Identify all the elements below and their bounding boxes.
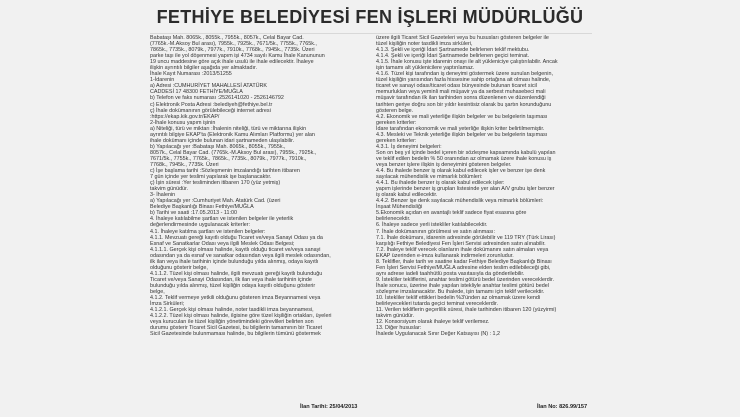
right-column-line: 8. Teklifler, ihale tarih ve saatine kadar Fethiye Belediye Başkanlığı Binası bbox=[376, 258, 552, 265]
right-column-line: 6. İhaleye sadece yerli istekliler katılabilecektir. bbox=[376, 222, 488, 229]
left-column-line: Babataşı Mah. 8065k., 8055k., 7955k., 8057k., Celal Bayar Cad. bbox=[150, 35, 304, 41]
left-column-line: Belediye Başkanlığı Binası Fethiye/MUĞLA bbox=[150, 204, 254, 211]
left-column-line: ilk ilan veya ihale tarihinin içinde bulunduğu yılda alınmış, odaya kayıtlı bbox=[150, 258, 319, 265]
left-column-line: Esnaf ve Sanatkarlar Odası veya ilgili Meslek Odası Belgesi; bbox=[150, 240, 295, 247]
right-column-line: Fen İşleri Servisi Fethiye/MUĞLA adresine elden teslim edilebileceği gibi, bbox=[376, 264, 551, 271]
right-column-line: belirleyecekleri tutarda geçici teminat vereceklerdir. bbox=[376, 301, 498, 308]
left-column-line: İmza Sirküleri; bbox=[150, 301, 185, 308]
left-column-line: değerlendirmesinde uygulanacak kriterler: bbox=[150, 222, 251, 229]
right-column-line: 7.2. İhaleye teklif verecek olanların ihale dokümanını satın almaları veya bbox=[376, 246, 549, 253]
left-column-line: 4.1.2. Teklif vermeye yetkili olduğunu gösteren imza Beyannamesi veya bbox=[150, 295, 321, 302]
right-column-line: ticaret ve sanayi odası/ticaret odası bünyesinde bulunan ticaret sicil bbox=[376, 83, 537, 90]
notice-title: FETHİYE BELEDİYESİ FEN İŞLERİ MÜDÜRLÜĞÜ bbox=[156, 6, 584, 27]
left-column-line: ç) İhale dokümanının görülebileceği internet adresi bbox=[150, 107, 271, 114]
left-column-line: 4.1.1.1. Gerçek kişi olması halinde, kayıtlı olduğu ticaret ve/veya sanayi bbox=[150, 246, 321, 253]
right-column-line: 4.4.2. Benzer işe denk sayılacak mühendislik veya mimarlık bölümleri: bbox=[376, 198, 544, 205]
left-column-line: :https://ekap.kik.gov.tr/EKAP/ bbox=[150, 113, 220, 120]
right-column-line: 13. Diğer hususlar: bbox=[376, 325, 422, 332]
left-column-line: Sicil Gazetesinde bulunmaması halinde, bu bilgilerin tümünü göstermek bbox=[150, 331, 321, 338]
right-column-line: 4.3.1. İş deneyimi belgeleri: bbox=[376, 143, 442, 150]
right-column-line: yapım işlerinde benzer iş grupları listesinde yer alan A/V grubu işler benzer bbox=[376, 186, 555, 193]
right-column-line: sayılacak mühendislik ve mimarlık bölümleri: bbox=[376, 174, 483, 181]
right-column-line: 10. İstekliler teklif ettikleri bedelin %3'ünden az olmamak üzere kendi bbox=[376, 295, 541, 302]
left-column-line: b) Yapılacağı yer :Babataşı Mah. 8065k., 8055k., 7955k., bbox=[150, 143, 286, 150]
left-column-line: odasından ya da esnaf ve sanatkar odasından veya ilgili meslek odasından, bbox=[150, 252, 331, 259]
left-column-line: 4.1. İhaleye katılma şartları ve istenilen belgeler: bbox=[150, 228, 266, 235]
right-column-line: tüzel kişiliğin yarısından fazla hissesine sahip ortağına ait olması halinde, bbox=[376, 77, 551, 84]
right-column-line: 4.1.3. Şekli ve içeriği İdari Şartnamede belirlenen teklif mektubu. bbox=[376, 47, 530, 54]
left-column-line: (7765k.-M.Aksoy Bul arası), 7955k., 7925k., 7671/5k., 7755k., 7765k., bbox=[150, 41, 317, 48]
left-column-line: parke taşı ile yol döşenmesi yapım işi 4734 sayılı Kamu İhale Kanununun bbox=[150, 53, 325, 60]
right-column-line: gösteren belge. bbox=[376, 107, 414, 114]
right-column-line: belirlenecektir. bbox=[376, 216, 411, 223]
right-column-line: EKAP üzerinden e-imza kullanarak indirmeleri zorunludur. bbox=[376, 252, 514, 259]
left-column-line: 4. İhaleye katılabilme şartları ve istenilen belgeler ile yeterlik bbox=[150, 216, 294, 223]
right-column-line: 4.1.6. Tüzel kişi tarafından iş deneyimi göstermek üzere sunulan belgenin, bbox=[376, 71, 553, 78]
right-column-line: ve teklif edilen bedelin % 50 oranından az olmamak üzere ihale konusu iş bbox=[376, 155, 552, 162]
left-column-line: 4.1.1.2. Tüzel kişi olması halinde, ilgili mevzuatı gereği kayıtlı bulunduğu bbox=[150, 270, 323, 277]
left-column-line: takvim günüdür. bbox=[150, 186, 189, 193]
left-column-line: ihale dokümanı içinde bulunan idari şartnameden ulaşılabilir. bbox=[150, 137, 295, 144]
left-column-line: 1-İdarenin bbox=[150, 77, 175, 84]
right-column-line: İnşaat Mühendisliği bbox=[376, 204, 423, 211]
right-column-line: 7.1. İhale dokümanı, idarenin adresinde görülebilir ve 119 TRY (Türk Lirası) bbox=[376, 234, 556, 241]
left-column-line: 4.1.1. Mevzuatı gereği kayıtlı olduğu Ticaret ve/veya Sanayi Odası ya da bbox=[150, 234, 323, 241]
right-column-line: karşılığı Fethiye Belediyesi Fen İşleri Servisi adresinden satın alınabilir. bbox=[376, 240, 546, 247]
left-column-line: b) Tarihi ve saati :17.05.2013 - 11:00 bbox=[150, 210, 238, 217]
right-column-line: 4.4.1. Bu ihalede benzer iş olarak kabul edilecek işler: bbox=[376, 180, 505, 187]
right-column-line: Son on beş yıl içinde bedel içeren bir sözleşme kapsamında kabulü yapılan bbox=[376, 149, 556, 156]
left-column-line: a) Adresi :CUMHURİYET MAHALLESİ ATATÜRK bbox=[150, 83, 268, 90]
right-column-line: gereken kriterler: bbox=[376, 137, 417, 144]
left-column-line: 7768k., 7945k., 7735k. Üzeri bbox=[150, 161, 219, 168]
right-column-line: İhalede Uygulanacak Sınır Değer Katsayısı (N) : 1,2 bbox=[376, 331, 501, 338]
title-bar bbox=[0, 0, 740, 34]
left-column-line: 4.1.2.2. Tüzel kişi olması halinde, ilgisine göre tüzel kişiliğin ortakları, üyeleri bbox=[150, 313, 332, 320]
left-column-line: 7865k., 7735k., 8079k., 7977k., 7910k., 7768k., 7945k., 7735k. Üzeri bbox=[150, 47, 315, 54]
left-column-line: 2-İhale konusu yapım işinin bbox=[150, 119, 216, 126]
left-column-line: ç) İşin süresi :Yer tesliminden itibaren 170 (yüz yetmiş) bbox=[150, 180, 281, 187]
right-column-line: üzere ilgili Ticaret Sicil Gazeteleri veya bu hususları gösteren belgeler ile bbox=[376, 35, 549, 41]
right-column-line: 4.1.5. İhale konusu işte idarenin onayı ile alt yükleniciye çalıştırılabilir. Ancak bbox=[376, 59, 558, 66]
left-column-line: 7671/5k., 7755k., 7765k., 7865k., 7735k., 8079k., 7977k., 7910k., bbox=[150, 155, 307, 162]
right-column-line: 11. Verilen tekliflerin geçerlilik süresi, ihale tarihinden itibaren 120 (yüzyirmi) bbox=[376, 307, 557, 314]
right-column-line: işin tamamı alt yüklenicilere yaptırılamaz. bbox=[376, 65, 475, 72]
left-column-line: c) Elektronik Posta Adresi :belediyeh@fethiye.bel.tr bbox=[150, 101, 273, 108]
right-column-line: 4.2. Ekonomik ve mali yeterliğe ilişkin belgeler ve bu belgelerin taşıması bbox=[376, 113, 548, 120]
right-column-line: 4.3. Mesleki ve Teknik yeterliğe ilişkin belgeler ve bu belgelerin taşıması bbox=[376, 131, 548, 138]
left-column-line: 4.1.2.1. Gerçek kişi olması halinde, noter tasdikli imza beyannamesi, bbox=[150, 307, 314, 314]
right-column-line: İdare tarafından ekonomik ve mali yeterliğe ilişkin kriter belirtilmemiştir. bbox=[376, 125, 545, 132]
left-column-line: belge, bbox=[150, 288, 165, 295]
left-column-line: İhale Kayıt Numarası :2013/51255 bbox=[150, 71, 232, 78]
right-column-line: 9. İstekliler tekliflerini, anahtar teslimi götürü bedel üzerinden vereceklerdir. bbox=[376, 276, 554, 283]
left-column-line: Ticaret ve/veya Sanayi Odasından, ilk ilan veya ihale tarihinin içinde bbox=[150, 276, 312, 283]
right-column bbox=[376, 35, 592, 337]
left-column-line: a) Yapılacağı yer :Cumhuriyet Mah. Atatürk Cad. (üzeri bbox=[150, 198, 281, 205]
right-column-line: iş olarak kabul edilecektir. bbox=[376, 192, 438, 199]
left-column-line: bulunduğu yılda alınmış, tüzel kişiliğin odaya kayıtlı olduğunu gösterir bbox=[150, 282, 316, 289]
left-column bbox=[150, 35, 368, 337]
left-column-line: veya kurucuları ile tüzel kişiliğin yönetimindeki görevlileri belirten son bbox=[150, 319, 314, 326]
right-column-line: İhale sonucu, üzerine ihale yapılan istekliyle anahtar teslimi götürü bedel bbox=[376, 282, 549, 289]
right-column-line: tüzel kişiliğin noter tasdikli imza sirküleri, bbox=[376, 41, 473, 48]
announcement-date: İlan Tarihi: 25/04/2013 bbox=[300, 404, 358, 410]
right-column-line: takvim günüdür. bbox=[376, 313, 415, 320]
right-column-line: memurluklan veya yeminli mali müşavir ya da serbest muhasebeci mali bbox=[376, 89, 546, 96]
right-column-line: veya benzer işlere ilişkin iş deneyimini gösteren belgeler. bbox=[376, 161, 512, 168]
right-column-line: 5.Ekonomik açıdan en avantajlı teklif sadece fiyat esasına göre bbox=[376, 210, 527, 217]
announcement-number: İlan No: 826.99/157 bbox=[537, 404, 588, 410]
left-column-line: a) Niteliği, türü ve miktarı :İhalenin niteliği, türü ve miktarına ilişkin bbox=[150, 125, 307, 132]
left-column-line: 3- İhalenin bbox=[150, 192, 176, 199]
right-column-line: tarihten geriye doğru son bir yıldır kesintisiz olarak bu şartın korunduğunu bbox=[376, 101, 552, 108]
title-divider bbox=[150, 33, 592, 34]
left-column-line: ayrıntılı bilgiye EKAP'ta (Elektronik Kamu Alımları Platformu) yer alan bbox=[150, 131, 315, 138]
right-column-line: gereken kriterler: bbox=[376, 119, 417, 126]
right-column-line: 7. İhale dokümanının görülmesi ve satın alınması: bbox=[376, 228, 495, 235]
right-column-line: 12. Konsorsiyum olarak ihaleye teklif verilemez. bbox=[376, 319, 490, 326]
right-column-line: 4.1.4. Şekli ve içeriği İdari Şartnamede belirlenen geçici teminat. bbox=[376, 53, 530, 60]
left-column-line: CADDESİ 17 48300 FETHİYE/MUĞLA bbox=[150, 89, 243, 96]
left-column-line: ilişkin ayrıntılı bilgiler aşağıda yer almaktadır. bbox=[150, 65, 257, 72]
right-column-line: müşavir tarafından ilk ilan tarihinden sonra düzenlenen ve düzenlendiği bbox=[376, 95, 546, 102]
left-column-line: 8057k., Celal Bayar Cad. (7765k.-M.Aksoy Bul arası), 7955k., 7925k., bbox=[150, 149, 317, 156]
right-column-line: sözleşme imzalanacaktır. Bu ihalede, işin tamamı için teklif verilecektir. bbox=[376, 288, 545, 295]
left-column-line: b) Telefon ve faks numarası :2526141020 - 2526146792 bbox=[150, 95, 284, 102]
right-column-line: aynı adrese iadeli taahhütlü posta vasıtasıyla da gönderilebilir. bbox=[376, 270, 525, 277]
left-column-line: 7 gün içinde yer teslimi yapılarak işe başlanacaktır. bbox=[150, 174, 272, 181]
left-column-line: c) İşe başlama tarihi :Sözleşmenin imzalandığı tarihten itibaren bbox=[150, 168, 300, 175]
left-column-line: 19 uncu maddesine göre açık ihale usulü ile ihale edilecektir. İhaleye bbox=[150, 59, 314, 66]
right-column-line: 4.4. Bu ihalede benzer iş olarak kabul edilecek işler ve benzer işe denk bbox=[376, 168, 546, 175]
left-column-line: olduğunu gösterir belge, bbox=[150, 264, 208, 271]
left-column-line: durumu gösterir Ticaret Sicil Gazetesi, bu bilgilerin tamamının bir Ticaret bbox=[150, 325, 322, 332]
